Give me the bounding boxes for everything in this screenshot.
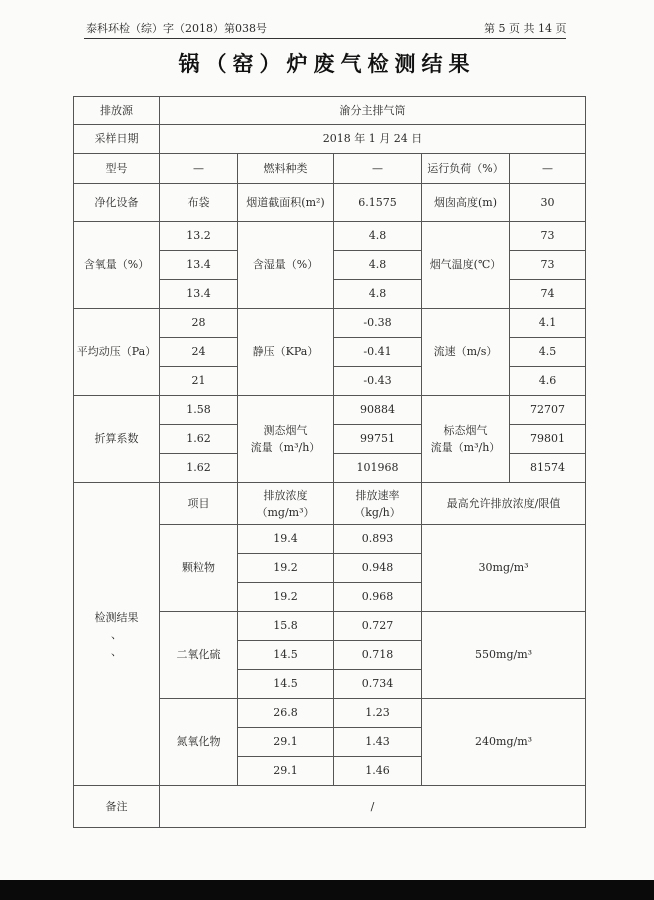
concentration-value: 19.2 bbox=[238, 583, 334, 612]
conversion-factor-value: 1.62 bbox=[160, 425, 238, 454]
limit-value: 550mg/m³ bbox=[422, 612, 586, 699]
source-label: 排放源 bbox=[74, 97, 160, 125]
table-row bbox=[74, 125, 586, 154]
date-value: 2018 年 1 月 24 日 bbox=[160, 125, 586, 154]
measured-flow-label bbox=[238, 396, 334, 483]
rate-value: 0.718 bbox=[334, 641, 422, 670]
flue-temp-value: 73 bbox=[510, 222, 586, 251]
dynamic-pressure-label: 平均动压（Pa） bbox=[74, 309, 160, 396]
concentration-value: 19.4 bbox=[238, 525, 334, 554]
load-label: 运行负荷（%） bbox=[422, 154, 510, 184]
model-value: — bbox=[160, 154, 238, 184]
concentration-value: 29.1 bbox=[238, 757, 334, 786]
velocity-value: 4.5 bbox=[510, 338, 586, 367]
fuel-label: 燃料种类 bbox=[238, 154, 334, 184]
oxygen-value: 13.4 bbox=[160, 251, 238, 280]
chimney-height-label: 烟囱高度(m) bbox=[422, 184, 510, 222]
concentration-value: 14.5 bbox=[238, 641, 334, 670]
page-info: 第 5 页 共 14 页 bbox=[484, 22, 567, 35]
results-mark: 、 bbox=[111, 627, 122, 641]
date-label: 采样日期 bbox=[74, 125, 160, 154]
table-row bbox=[74, 154, 586, 184]
measured-flow-label-line2: 流量（m³/h） bbox=[250, 441, 321, 454]
col-rate-line1: 排放速率 bbox=[355, 488, 400, 502]
col-rate-line2: （kg/h） bbox=[354, 505, 401, 519]
humidity-value: 4.8 bbox=[334, 280, 422, 309]
measured-flow-value: 101968 bbox=[334, 454, 422, 483]
rate-value: 0.968 bbox=[334, 583, 422, 612]
oxygen-value: 13.2 bbox=[160, 222, 238, 251]
emission-results-table bbox=[73, 96, 586, 828]
equipment-label: 净化设备 bbox=[74, 184, 160, 222]
table-row bbox=[74, 309, 586, 338]
source-value: 渝分主排气筒 bbox=[160, 97, 586, 125]
humidity-label: 含湿量（%） bbox=[238, 222, 334, 309]
chimney-height-value: 30 bbox=[510, 184, 586, 222]
concentration-value: 26.8 bbox=[238, 699, 334, 728]
pollutant-name: 颗粒物 bbox=[160, 525, 238, 612]
measured-flow-value: 90884 bbox=[334, 396, 422, 425]
report-number: 泰科环检（综）字（2018）第038号 bbox=[86, 22, 267, 35]
load-value: — bbox=[510, 154, 586, 184]
results-section-label bbox=[74, 483, 160, 786]
velocity-label: 流速（m/s） bbox=[422, 309, 510, 396]
dynamic-pressure-value: 24 bbox=[160, 338, 238, 367]
table-row bbox=[74, 483, 586, 525]
table-row bbox=[74, 222, 586, 251]
scan-bottom-edge bbox=[0, 880, 654, 900]
limit-value: 240mg/m³ bbox=[422, 699, 586, 786]
static-pressure-value: -0.41 bbox=[334, 338, 422, 367]
measured-flow-value: 99751 bbox=[334, 425, 422, 454]
flue-area-value: 6.1575 bbox=[334, 184, 422, 222]
header-divider bbox=[84, 38, 566, 39]
col-concentration-header bbox=[238, 483, 334, 525]
concentration-value: 29.1 bbox=[238, 728, 334, 757]
col-limit-header: 最高允许排放浓度/限值 bbox=[422, 483, 586, 525]
velocity-value: 4.6 bbox=[510, 367, 586, 396]
page-title: 锅（窑）炉废气检测结果 bbox=[178, 52, 476, 76]
remarks-value: / bbox=[160, 786, 586, 828]
fuel-value: — bbox=[334, 154, 422, 184]
humidity-value: 4.8 bbox=[334, 251, 422, 280]
standard-flow-label bbox=[422, 396, 510, 483]
limit-value: 30mg/m³ bbox=[422, 525, 586, 612]
velocity-value: 4.1 bbox=[510, 309, 586, 338]
standard-flow-label-line2: 流量（m³/h） bbox=[430, 441, 501, 454]
humidity-value: 4.8 bbox=[334, 222, 422, 251]
concentration-value: 15.8 bbox=[238, 612, 334, 641]
rate-value: 1.46 bbox=[334, 757, 422, 786]
pollutant-name: 氮氧化物 bbox=[160, 699, 238, 786]
standard-flow-value: 81574 bbox=[510, 454, 586, 483]
col-rate-header bbox=[334, 483, 422, 525]
rate-value: 0.893 bbox=[334, 525, 422, 554]
flue-temp-value: 73 bbox=[510, 251, 586, 280]
concentration-value: 19.2 bbox=[238, 554, 334, 583]
conversion-factor-value: 1.58 bbox=[160, 396, 238, 425]
col-concentration-line2: （mg/m³） bbox=[256, 505, 315, 519]
table-row bbox=[74, 97, 586, 125]
static-pressure-value: -0.38 bbox=[334, 309, 422, 338]
standard-flow-value: 72707 bbox=[510, 396, 586, 425]
dynamic-pressure-value: 21 bbox=[160, 367, 238, 396]
table-row bbox=[74, 786, 586, 828]
flue-area-label: 烟道截面积(m²) bbox=[238, 184, 334, 222]
flue-temp-value: 74 bbox=[510, 280, 586, 309]
results-label: 检测结果 bbox=[94, 610, 139, 624]
static-pressure-label: 静压（KPa） bbox=[238, 309, 334, 396]
rate-value: 0.727 bbox=[334, 612, 422, 641]
col-item-header: 项目 bbox=[160, 483, 238, 525]
model-label: 型号 bbox=[74, 154, 160, 184]
oxygen-label: 含氧量（%） bbox=[74, 222, 160, 309]
standard-flow-label-line1: 标态烟气 bbox=[443, 424, 488, 437]
conversion-factor-value: 1.62 bbox=[160, 454, 238, 483]
rate-value: 0.948 bbox=[334, 554, 422, 583]
flue-temp-label: 烟气温度(℃） bbox=[422, 222, 510, 309]
measured-flow-label-line1: 测态烟气 bbox=[263, 424, 308, 437]
standard-flow-value: 79801 bbox=[510, 425, 586, 454]
conversion-factor-label: 折算系数 bbox=[74, 396, 160, 483]
rate-value: 1.43 bbox=[334, 728, 422, 757]
oxygen-value: 13.4 bbox=[160, 280, 238, 309]
rate-value: 0.734 bbox=[334, 670, 422, 699]
table-row bbox=[74, 184, 586, 222]
table-row bbox=[74, 396, 586, 425]
remarks-label: 备注 bbox=[74, 786, 160, 828]
static-pressure-value: -0.43 bbox=[334, 367, 422, 396]
equipment-value: 布袋 bbox=[160, 184, 238, 222]
pollutant-name: 二氧化硫 bbox=[160, 612, 238, 699]
rate-value: 1.23 bbox=[334, 699, 422, 728]
col-concentration-line1: 排放浓度 bbox=[263, 488, 308, 502]
results-mark: 、 bbox=[111, 644, 122, 658]
concentration-value: 14.5 bbox=[238, 670, 334, 699]
dynamic-pressure-value: 28 bbox=[160, 309, 238, 338]
